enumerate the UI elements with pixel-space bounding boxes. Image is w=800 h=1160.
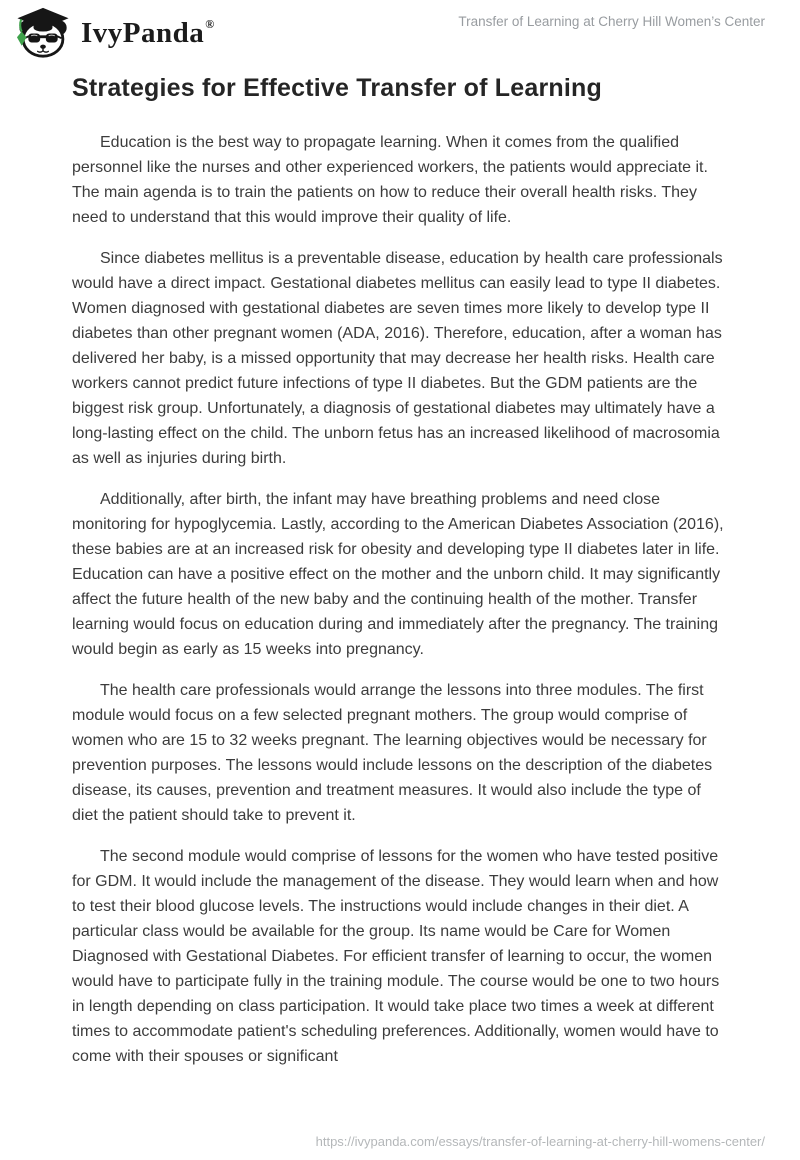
ivypanda-logo	[14, 6, 215, 59]
panda-graduate-icon	[14, 6, 72, 59]
essay-paragraph: The second module would comprise of lessons for the women who have tested positive for GDM. It would include the management of the disease. They would learn when and how to test their blood glucose levels. The instructions would include changes in their diet. A particular class would be available for the group. Its name would be Care for Women Diagnosed with Gestational Diabetes. For efficient transfer of learning to occur, the women would have to participate fully in the training module. The course would be one to two hours in length depending on class participation. It would take place two times a week at different times to accommodate patient's scheduling preferences. Additionally, women would have to come with their spouses or significant	[72, 848, 720, 1065]
header-document-title: Transfer of Learning at Cherry Hill Women’s Center	[458, 14, 765, 29]
essay-paragraph: Since diabetes mellitus is a preventable disease, education by health care professionals would have a direct impact. Gestational diabetes mellitus can easily lead to type II diabetes. Women diagnosed with gestational diabetes are seven times more likely to develop type II diabetes than other pregnant women (ADA, 2016). Therefore, education, after a woman has delivered her baby, is a missed opportunity that may decrease her health risks. Health care workers cannot predict future infections of type II diabetes. But the GDM patients are the biggest risk group. Unfortunately, a diagnosis of gestational diabetes may ultimately have a long-lasting effect on the child. The unborn fetus has an increased likelihood of macrosomia as well as injuries during birth.	[72, 250, 723, 467]
page-title: Strategies for Effective Transfer of Learning	[72, 74, 602, 102]
essay-paragraph: Education is the best way to propagate learning. When it comes from the qualified personnel like the nurses and other experienced workers, the patients would appreciate it. The main agenda is to train the patients on how to reduce their overall health risks. They need to understand that this would improve their quality of life.	[72, 134, 708, 226]
page-header	[0, 0, 800, 64]
brand-name-text: IvyPanda	[81, 16, 205, 49]
essay-body	[72, 130, 728, 1085]
footer-source-url[interactable]: https://ivypanda.com/essays/transfer-of-learning-at-cherry-hill-womens-center/	[315, 1134, 765, 1149]
brand-name	[81, 18, 215, 48]
essay-paragraph: The health care professionals would arrange the lessons into three modules. The first module would focus on a few selected pregnant mothers. The group would comprise of women who are 15 to 32 weeks pregnant. The learning objectives would be necessary for prevention purposes. The lessons would include lessons on the description of the diabetes disease, its causes, prevention and treatment measures. It would also include the type of diet the patient should take to prevent it.	[72, 682, 713, 824]
registered-trademark-symbol: ®	[205, 16, 215, 31]
essay-paragraph: Additionally, after birth, the infant may have breathing problems and need close monitoring for hypoglycemia. Lastly, according to the American Diabetes Association (2016), these babies are at an increased risk for obesity and developing type II diabetes later in life. Education can have a positive effect on the mother and the unborn child. It may significantly affect the future health of the new baby and the continuing health of the mother. Transfer learning would focus on education during and immediately after the pregnancy. The training would begin as early as 15 weeks into pregnancy.	[72, 491, 724, 658]
